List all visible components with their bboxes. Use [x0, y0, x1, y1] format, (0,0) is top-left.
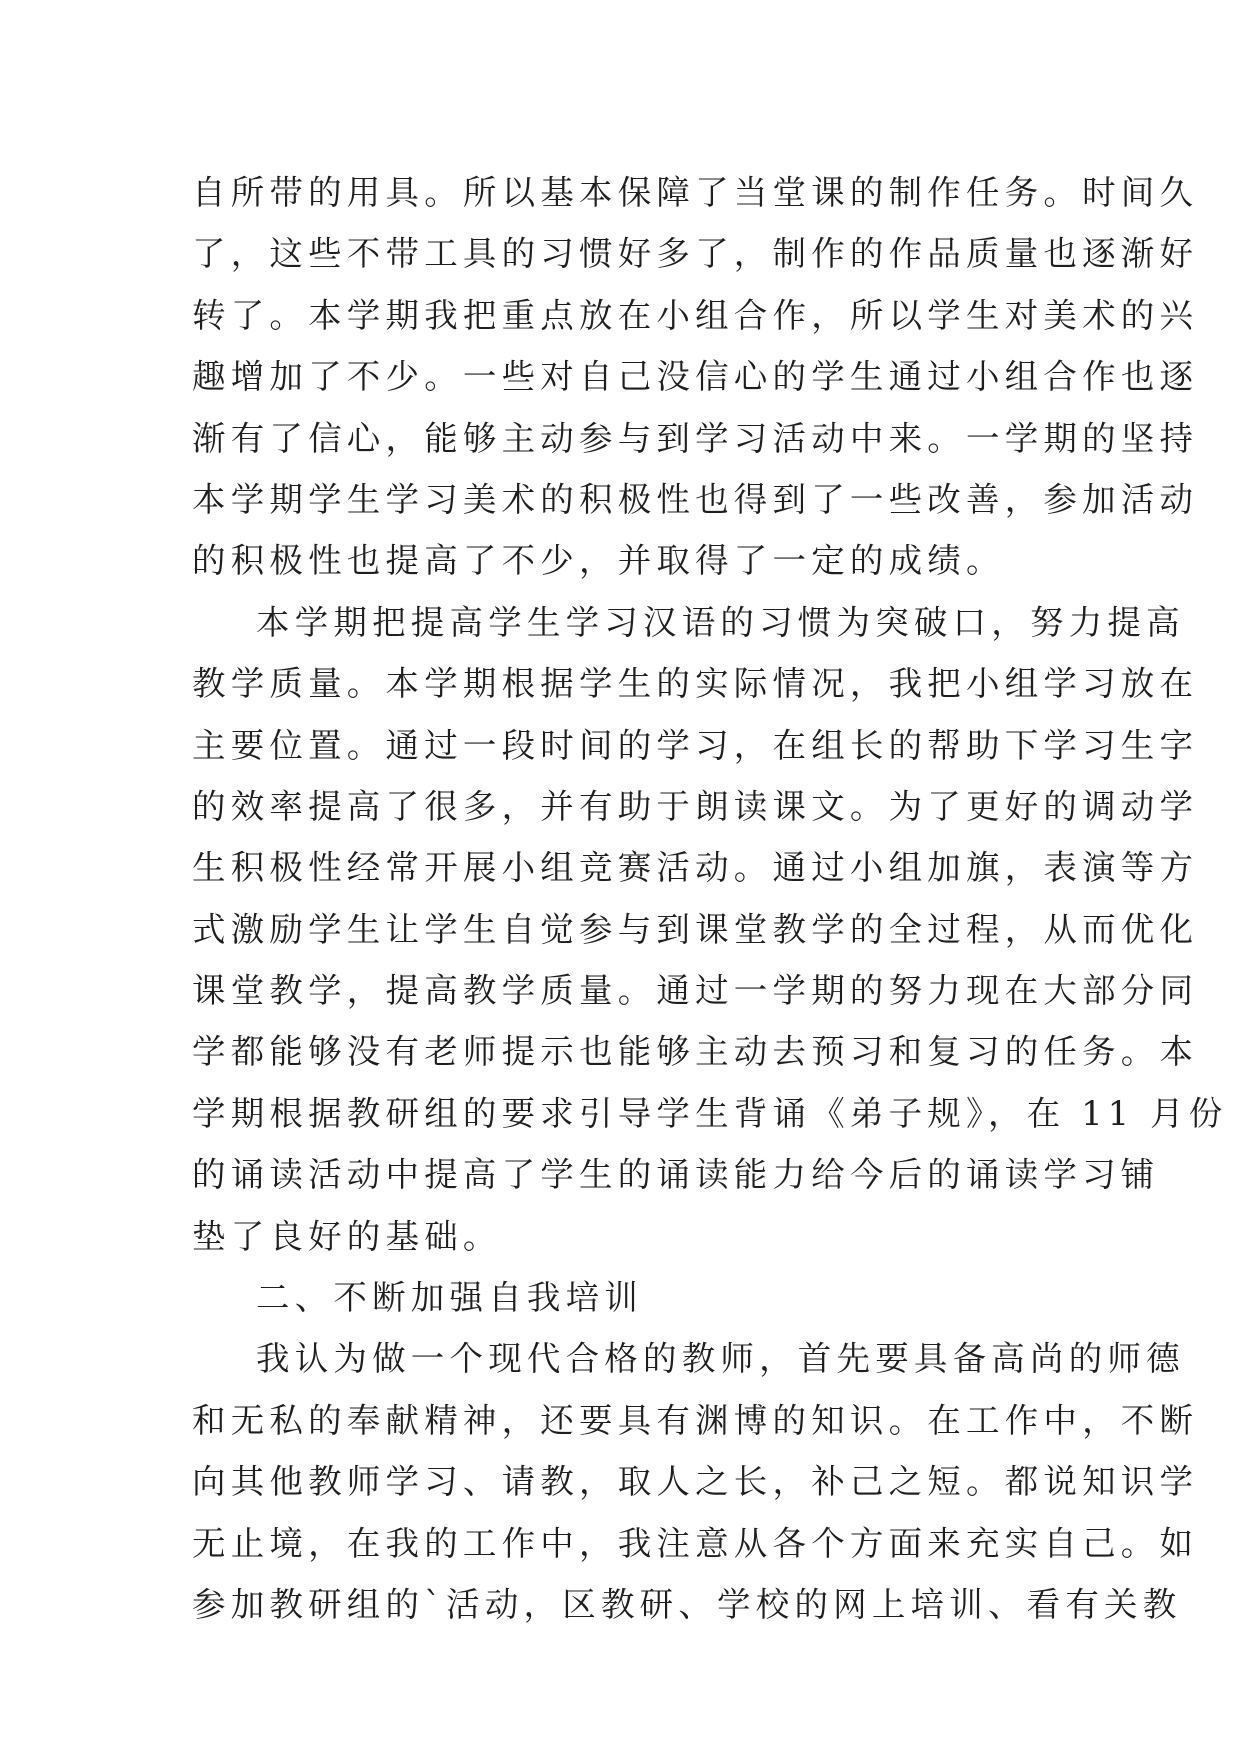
section-heading: 二、不断加强自我培训 — [256, 1278, 643, 1318]
paragraph-start-line: 我认为做一个现代合格的教师，首先要具备高尚的师德 — [256, 1339, 1185, 1379]
text-line: 学期根据教研组的要求引导学生背诵《弟子规》，在 11 月份 — [192, 1093, 1228, 1133]
text-line: 的积极性也提高了不少，并取得了一定的成绩。 — [192, 541, 1005, 581]
text-line: 本学期学生学习美术的积极性也得到了一些改善，参加活动 — [192, 479, 1199, 519]
text-line: 转了。本学期我把重点放在小组合作，所以学生对美术的兴 — [192, 295, 1199, 335]
text-line: 向其他教师学习、请教，取人之长，补己之短。都说知识学 — [192, 1462, 1199, 1502]
text-line: 生积极性经常开展小组竞赛活动。通过小组加旗，表演等方 — [192, 848, 1199, 888]
text-line: 式激励学生让学生自觉参与到课堂教学的全过程，从而优化 — [192, 909, 1199, 949]
text-line: 课堂教学，提高教学质量。通过一学期的努力现在大部分同 — [192, 971, 1199, 1011]
text-line: 了，这些不带工具的习惯好多了，制作的作品质量也逐渐好 — [192, 234, 1199, 274]
text-line: 参加教研组的`活动，区教研、学校的网上培训、看有关教 — [192, 1584, 1182, 1624]
text-line: 教学质量。本学期根据学生的实际情况，我把小组学习放在 — [192, 664, 1199, 704]
text-line: 主要位置。通过一段时间的学习，在组长的帮助下学习生字 — [192, 725, 1199, 765]
text-line: 学都能够没有老师提示也能够主动去预习和复习的任务。本 — [192, 1032, 1199, 1072]
text-line: 渐有了信心，能够主动参与到学习活动中来。一学期的坚持 — [192, 418, 1199, 458]
text-line: 无止境，在我的工作中，我注意从各个方面来充实自己。如 — [192, 1523, 1199, 1563]
text-line: 的效率提高了很多，并有助于朗读课文。为了更好的调动学 — [192, 786, 1199, 826]
text-line: 趣增加了不少。一些对自己没信心的学生通过小组合作也逐 — [192, 357, 1199, 397]
text-line: 自所带的用具。所以基本保障了当堂课的制作任务。时间久 — [192, 173, 1199, 212]
text-line: 垫了良好的基础。 — [192, 1216, 502, 1256]
text-line: 的诵读活动中提高了学生的诵读能力给今后的诵读学习铺 — [192, 1155, 1160, 1195]
text-line: 和无私的奉献精神，还要具有渊博的知识。在工作中，不断 — [192, 1400, 1199, 1440]
body-text — [192, 162, 1228, 1635]
paragraph-start-line: 本学期把提高学生学习汉语的习惯为突破口，努力提高 — [256, 602, 1185, 642]
